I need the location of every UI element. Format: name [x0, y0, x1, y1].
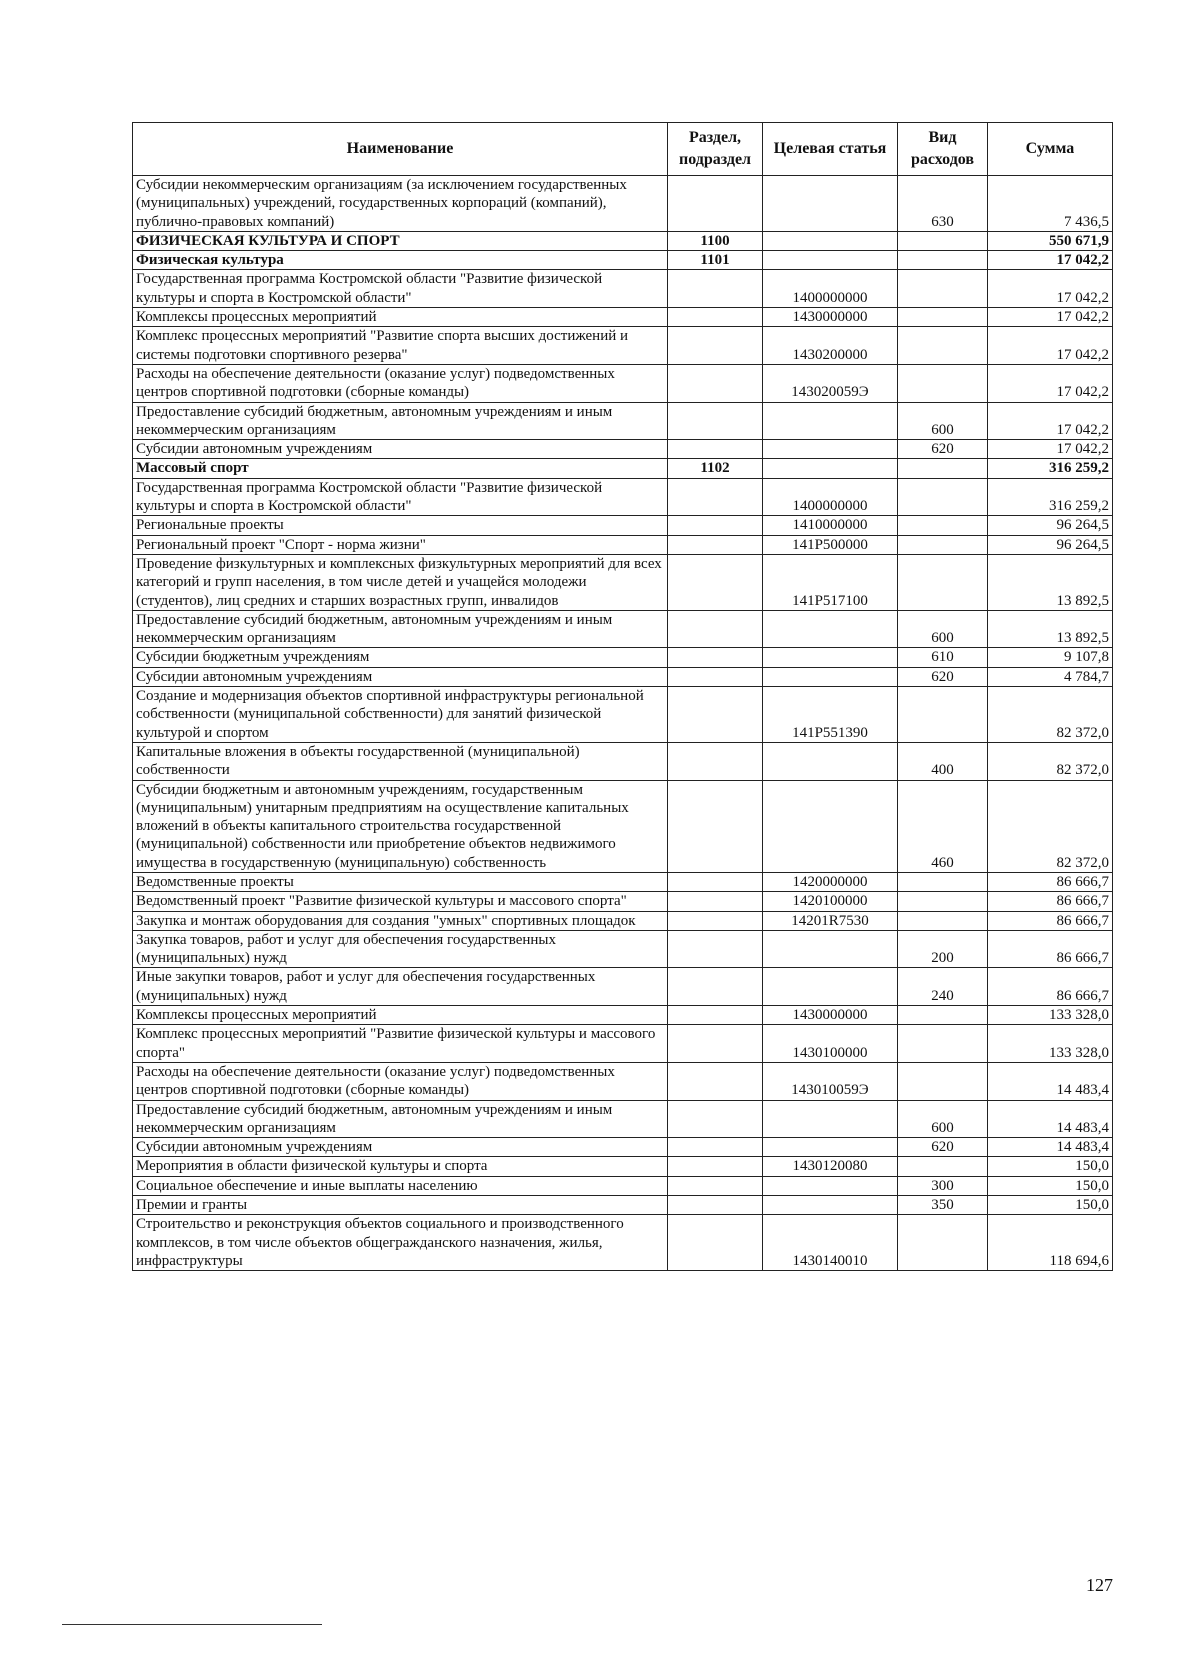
cell-section	[668, 535, 763, 554]
table-row	[133, 687, 1113, 743]
cell-kind: 620	[898, 1138, 988, 1157]
table-row	[133, 176, 1113, 232]
table-row	[133, 1215, 1113, 1271]
cell-section	[668, 176, 763, 232]
cell-target: 1430200000	[763, 327, 898, 365]
cell-target: 1420100000	[763, 892, 898, 911]
cell-section: 1100	[668, 231, 763, 250]
cell-name: Расходы на обеспечение деятельности (оказание услуг) подведомственных центров спортивной подготовки (сборные команды)	[133, 1062, 668, 1100]
cell-name: Государственная программа Костромской области "Развитие физической культуры и спорта в Костромской области"	[133, 478, 668, 516]
table-row	[133, 270, 1113, 308]
cell-section	[668, 892, 763, 911]
table-row	[133, 968, 1113, 1006]
cell-section	[668, 364, 763, 402]
cell-name: Субсидии автономным учреждениям	[133, 440, 668, 459]
cell-name: Ведомственный проект "Развитие физической культуры и массового спорта"	[133, 892, 668, 911]
cell-kind	[898, 364, 988, 402]
table-row	[133, 478, 1113, 516]
cell-target: 143020059Э	[763, 364, 898, 402]
table-row	[133, 1157, 1113, 1176]
cell-name: Капитальные вложения в объекты государственной (муниципальной) собственности	[133, 742, 668, 780]
table-row	[133, 1062, 1113, 1100]
cell-kind	[898, 1157, 988, 1176]
cell-name: Закупка товаров, работ и услуг для обеспечения государственных (муниципальных) нужд	[133, 930, 668, 968]
cell-name: Субсидии автономным учреждениям	[133, 667, 668, 686]
cell-section	[668, 1025, 763, 1063]
cell-sum: 96 264,5	[988, 516, 1113, 535]
cell-name: Физическая культура	[133, 251, 668, 270]
table-row	[133, 911, 1113, 930]
cell-sum: 133 328,0	[988, 1025, 1113, 1063]
cell-name: Премии и гранты	[133, 1196, 668, 1215]
cell-name: Предоставление субсидий бюджетным, автономным учреждениям и иным некоммерческим организациям	[133, 402, 668, 440]
cell-sum: 17 042,2	[988, 308, 1113, 327]
cell-sum: 82 372,0	[988, 742, 1113, 780]
cell-section	[668, 516, 763, 535]
cell-kind	[898, 535, 988, 554]
cell-name: Субсидии бюджетным и автономным учреждениям, государственным (муниципальным) унитарным предприятиям на осуществление капитальных вложений в объекты капитального строительства государственной (муниципальной) собственности или приобретение объектов недвижимого имущества в государственную (муниципальную) собственность	[133, 780, 668, 872]
cell-sum: 118 694,6	[988, 1215, 1113, 1271]
cell-sum: 4 784,7	[988, 667, 1113, 686]
cell-section	[668, 402, 763, 440]
table-row	[133, 364, 1113, 402]
cell-target	[763, 440, 898, 459]
cell-name: Субсидии некоммерческим организациям (за исключением государственных (муниципальных) учреждений, государственных корпораций (компаний), публично-правовых компаний)	[133, 176, 668, 232]
cell-sum: 86 666,7	[988, 872, 1113, 891]
cell-target	[763, 1100, 898, 1138]
cell-target: 14201R7530	[763, 911, 898, 930]
cell-sum: 14 483,4	[988, 1100, 1113, 1138]
cell-kind: 610	[898, 648, 988, 667]
table-row	[133, 1100, 1113, 1138]
footnote-divider	[62, 1624, 322, 1625]
cell-section	[668, 1138, 763, 1157]
cell-name: Субсидии бюджетным учреждениям	[133, 648, 668, 667]
header-target: Целевая статья	[763, 123, 898, 176]
cell-sum: 550 671,9	[988, 231, 1113, 250]
cell-kind: 400	[898, 742, 988, 780]
cell-section	[668, 648, 763, 667]
cell-target: 1410000000	[763, 516, 898, 535]
cell-section	[668, 1062, 763, 1100]
cell-target: 141P551390	[763, 687, 898, 743]
cell-target	[763, 610, 898, 648]
cell-target: 141P500000	[763, 535, 898, 554]
cell-section	[668, 308, 763, 327]
cell-kind: 300	[898, 1176, 988, 1195]
header-sum: Сумма	[988, 123, 1113, 176]
cell-target: 143010059Э	[763, 1062, 898, 1100]
table-row	[133, 1176, 1113, 1195]
table-row	[133, 459, 1113, 478]
cell-sum: 133 328,0	[988, 1006, 1113, 1025]
cell-section	[668, 780, 763, 872]
cell-sum: 7 436,5	[988, 176, 1113, 232]
cell-section	[668, 327, 763, 365]
table-row	[133, 667, 1113, 686]
cell-section	[668, 1196, 763, 1215]
cell-name: Комплекс процессных мероприятий "Развитие физической культуры и массового спорта"	[133, 1025, 668, 1063]
cell-name: Ведомственные проекты	[133, 872, 668, 891]
table-row	[133, 930, 1113, 968]
cell-sum: 17 042,2	[988, 440, 1113, 459]
cell-kind	[898, 1025, 988, 1063]
cell-target	[763, 742, 898, 780]
cell-section	[668, 872, 763, 891]
cell-sum: 17 042,2	[988, 251, 1113, 270]
cell-section	[668, 1157, 763, 1176]
cell-kind: 460	[898, 780, 988, 872]
cell-name: Расходы на обеспечение деятельности (оказание услуг) подведомственных центров спортивной подготовки (сборные команды)	[133, 364, 668, 402]
cell-section	[668, 1215, 763, 1271]
cell-kind: 620	[898, 440, 988, 459]
table-row	[133, 780, 1113, 872]
cell-target	[763, 251, 898, 270]
cell-name: Создание и модернизация объектов спортивной инфраструктуры региональной собственности (муниципальной собственности) для занятий физической культурой и спортом	[133, 687, 668, 743]
cell-kind	[898, 270, 988, 308]
cell-section	[668, 1176, 763, 1195]
cell-target: 1430120080	[763, 1157, 898, 1176]
cell-target	[763, 930, 898, 968]
cell-target: 1430140010	[763, 1215, 898, 1271]
table-row	[133, 535, 1113, 554]
cell-section: 1101	[668, 251, 763, 270]
cell-kind	[898, 1062, 988, 1100]
cell-sum: 316 259,2	[988, 478, 1113, 516]
cell-target	[763, 1138, 898, 1157]
cell-name: Региональные проекты	[133, 516, 668, 535]
cell-target: 1430000000	[763, 1006, 898, 1025]
cell-sum: 82 372,0	[988, 780, 1113, 872]
table-row	[133, 251, 1113, 270]
cell-target: 1430000000	[763, 308, 898, 327]
cell-name: Государственная программа Костромской области "Развитие физической культуры и спорта в Костромской области"	[133, 270, 668, 308]
cell-kind: 350	[898, 1196, 988, 1215]
cell-sum: 17 042,2	[988, 364, 1113, 402]
cell-kind	[898, 231, 988, 250]
cell-sum: 13 892,5	[988, 554, 1113, 610]
cell-sum: 14 483,4	[988, 1062, 1113, 1100]
cell-kind	[898, 1215, 988, 1271]
cell-name: Комплекс процессных мероприятий "Развитие спорта высших достижений и системы подготовки спортивного резерва"	[133, 327, 668, 365]
cell-target	[763, 1176, 898, 1195]
cell-sum: 9 107,8	[988, 648, 1113, 667]
cell-kind: 600	[898, 1100, 988, 1138]
cell-kind	[898, 554, 988, 610]
cell-sum: 17 042,2	[988, 402, 1113, 440]
cell-kind	[898, 892, 988, 911]
cell-target	[763, 402, 898, 440]
table-row	[133, 1025, 1113, 1063]
cell-sum: 316 259,2	[988, 459, 1113, 478]
table-row	[133, 327, 1113, 365]
table-row	[133, 440, 1113, 459]
table-row	[133, 610, 1113, 648]
cell-target: 1400000000	[763, 270, 898, 308]
cell-kind: 240	[898, 968, 988, 1006]
table-row	[133, 231, 1113, 250]
cell-sum: 86 666,7	[988, 930, 1113, 968]
cell-target	[763, 648, 898, 667]
table-row	[133, 1196, 1113, 1215]
cell-sum: 14 483,4	[988, 1138, 1113, 1157]
table-body	[133, 176, 1113, 1271]
cell-section	[668, 742, 763, 780]
cell-name: Комплексы процессных мероприятий	[133, 1006, 668, 1025]
cell-kind	[898, 327, 988, 365]
cell-name: Иные закупки товаров, работ и услуг для обеспечения государственных (муниципальных) нужд	[133, 968, 668, 1006]
cell-kind	[898, 251, 988, 270]
table-row	[133, 1138, 1113, 1157]
cell-section	[668, 554, 763, 610]
cell-kind	[898, 872, 988, 891]
cell-section	[668, 687, 763, 743]
header-kind: Вид расходов	[898, 123, 988, 176]
cell-target	[763, 1196, 898, 1215]
cell-section	[668, 930, 763, 968]
table-header	[133, 123, 1113, 176]
cell-sum: 86 666,7	[988, 911, 1113, 930]
cell-name: ФИЗИЧЕСКАЯ КУЛЬТУРА И СПОРТ	[133, 231, 668, 250]
cell-kind: 200	[898, 930, 988, 968]
cell-section: 1102	[668, 459, 763, 478]
cell-target	[763, 459, 898, 478]
cell-sum: 150,0	[988, 1176, 1113, 1195]
header-section: Раздел, подраздел	[668, 123, 763, 176]
cell-kind	[898, 516, 988, 535]
table-row	[133, 742, 1113, 780]
cell-kind: 620	[898, 667, 988, 686]
cell-name: Социальное обеспечение и иные выплаты населению	[133, 1176, 668, 1195]
cell-sum: 86 666,7	[988, 892, 1113, 911]
cell-section	[668, 911, 763, 930]
table-row	[133, 402, 1113, 440]
table-row	[133, 648, 1113, 667]
cell-name: Региональный проект "Спорт - норма жизни"	[133, 535, 668, 554]
cell-name: Мероприятия в области физической культуры и спорта	[133, 1157, 668, 1176]
cell-sum: 17 042,2	[988, 270, 1113, 308]
cell-section	[668, 478, 763, 516]
cell-sum: 96 264,5	[988, 535, 1113, 554]
cell-target	[763, 176, 898, 232]
cell-target	[763, 231, 898, 250]
cell-target: 1420000000	[763, 872, 898, 891]
cell-target	[763, 968, 898, 1006]
cell-section	[668, 610, 763, 648]
cell-kind	[898, 478, 988, 516]
table-row	[133, 554, 1113, 610]
cell-target	[763, 667, 898, 686]
cell-section	[668, 968, 763, 1006]
table-row	[133, 892, 1113, 911]
cell-section	[668, 1006, 763, 1025]
cell-section	[668, 667, 763, 686]
budget-table	[132, 122, 1113, 1271]
cell-target	[763, 780, 898, 872]
cell-section	[668, 270, 763, 308]
cell-sum: 150,0	[988, 1157, 1113, 1176]
table-row	[133, 1006, 1113, 1025]
cell-target: 1430100000	[763, 1025, 898, 1063]
cell-target: 141P517100	[763, 554, 898, 610]
cell-name: Строительство и реконструкция объектов социального и производственного комплексов, в том числе объектов общегражданского назначения, жилья, инфраструктуры	[133, 1215, 668, 1271]
table-row	[133, 872, 1113, 891]
cell-sum: 86 666,7	[988, 968, 1113, 1006]
table-row	[133, 516, 1113, 535]
cell-kind	[898, 687, 988, 743]
cell-section	[668, 1100, 763, 1138]
cell-name: Закупка и монтаж оборудования для создания "умных" спортивных площадок	[133, 911, 668, 930]
page-number: 127	[1086, 1575, 1113, 1595]
cell-name: Предоставление субсидий бюджетным, автономным учреждениям и иным некоммерческим организациям	[133, 610, 668, 648]
cell-kind	[898, 911, 988, 930]
table-row	[133, 308, 1113, 327]
cell-target: 1400000000	[763, 478, 898, 516]
header-name: Наименование	[133, 123, 668, 176]
cell-sum: 17 042,2	[988, 327, 1113, 365]
cell-section	[668, 440, 763, 459]
cell-kind	[898, 1006, 988, 1025]
cell-sum: 82 372,0	[988, 687, 1113, 743]
cell-name: Комплексы процессных мероприятий	[133, 308, 668, 327]
cell-kind: 600	[898, 402, 988, 440]
cell-kind: 630	[898, 176, 988, 232]
cell-name: Проведение физкультурных и комплексных физкультурных мероприятий для всех категорий и групп населения, в том числе детей и учащейся молодежи (студентов), лиц средних и старших возрастных групп, инвалидов	[133, 554, 668, 610]
cell-sum: 13 892,5	[988, 610, 1113, 648]
cell-kind	[898, 459, 988, 478]
cell-name: Предоставление субсидий бюджетным, автономным учреждениям и иным некоммерческим организациям	[133, 1100, 668, 1138]
cell-kind	[898, 308, 988, 327]
cell-sum: 150,0	[988, 1196, 1113, 1215]
cell-name: Массовый спорт	[133, 459, 668, 478]
cell-kind: 600	[898, 610, 988, 648]
cell-name: Субсидии автономным учреждениям	[133, 1138, 668, 1157]
